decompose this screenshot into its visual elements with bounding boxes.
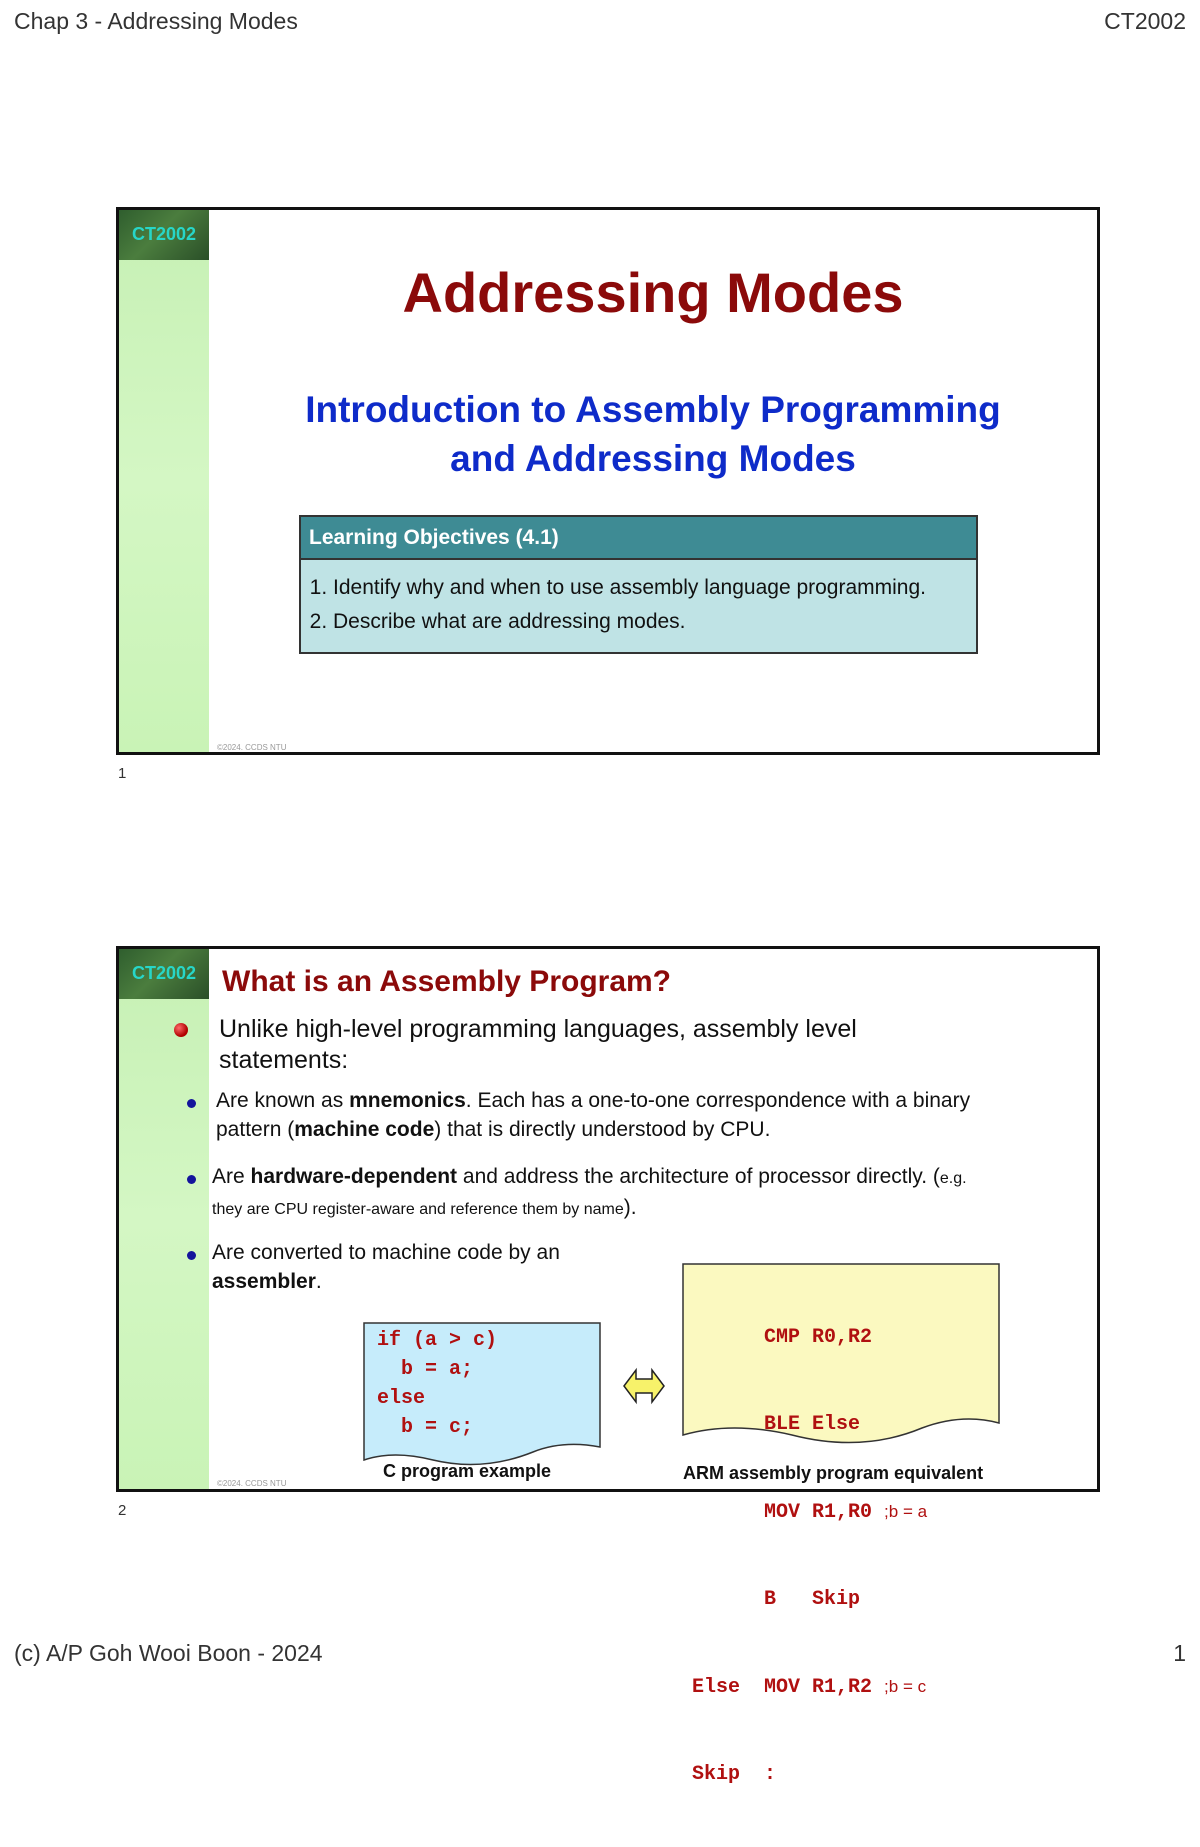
slide-side-stripe: [119, 949, 209, 1489]
asm-instr: B Skip: [764, 1588, 861, 1611]
asm-instr: :: [764, 1763, 777, 1786]
asm-instr: BLE Else: [764, 1413, 861, 1436]
asm-caption: ARM assembly program equivalent: [683, 1463, 984, 1483]
slide-subtitle: [209, 385, 1097, 483]
text-span: Are converted to machine code by an: [212, 1241, 560, 1264]
blue-bullet-icon: [187, 1175, 196, 1184]
learning-objectives-list: [301, 560, 976, 652]
page-header-right: CT2002: [1104, 8, 1186, 34]
page-footer-right: 1: [1173, 1640, 1186, 1666]
course-badge: CT2002: [119, 210, 209, 260]
text-span: ).: [623, 1196, 637, 1219]
asm-instr: MOV R1,R0: [764, 1501, 873, 1524]
blue-bullet-icon: [187, 1251, 196, 1260]
asm-label: Else: [692, 1676, 741, 1699]
slide-title: What is an Assembly Program?: [222, 965, 672, 998]
c-caption: C program example: [383, 1461, 552, 1481]
code-line: b = a;: [377, 1358, 474, 1381]
asm-comment: ;b = c: [884, 1677, 927, 1696]
slide-copyright: ©2024. CCDS NTU: [217, 743, 287, 752]
asm-line: [692, 1410, 927, 1439]
main-bullet-text: Unlike high-level programming languages, assembly level statements:: [219, 1015, 857, 1074]
small-text: e.g. they are CPU register-aware and reference them by name: [212, 1170, 967, 1218]
bold-term: hardware-dependent: [250, 1165, 458, 1188]
slide-number: 2: [118, 1502, 127, 1519]
learning-objectives-header: Learning Objectives (4.1): [301, 517, 976, 560]
sub-bullet-2: [212, 1162, 982, 1224]
asm-line: [692, 1323, 927, 1352]
slide-1: [116, 207, 1100, 755]
asm-line: [692, 1760, 927, 1789]
asm-comment: ;b = a: [884, 1502, 928, 1521]
asm-line: [692, 1672, 927, 1702]
asm-label: Skip: [692, 1763, 741, 1786]
code-line: if (a > c): [377, 1329, 498, 1352]
sub-bullet-1: [216, 1086, 986, 1144]
text-span: Are: [212, 1165, 251, 1188]
bold-term: assembler: [212, 1270, 316, 1293]
asm-instr: MOV R1,R2: [764, 1676, 873, 1699]
bold-term: mnemonics: [349, 1089, 466, 1112]
sub-bullet-3: [212, 1238, 632, 1296]
text-span: and address the architecture of processor directly. (: [457, 1165, 940, 1188]
red-bullet-icon: [174, 1023, 188, 1037]
slide-copyright: ©2024. CCDS NTU: [217, 1479, 287, 1488]
code-line: b = c;: [377, 1416, 474, 1439]
page-footer-left: (c) A/P Goh Wooi Boon - 2024: [14, 1640, 323, 1666]
asm-line: [692, 1585, 927, 1614]
slide-title: Addressing Modes: [402, 261, 904, 324]
bold-term: machine code: [294, 1118, 435, 1141]
asm-line: [692, 1497, 927, 1527]
objective-item: 2. Describe what are addressing modes.: [333, 608, 968, 636]
text-span: Are known as: [216, 1089, 350, 1112]
text-span: .: [315, 1270, 322, 1293]
objective-item: 1. Identify why and when to use assembly language programming.: [333, 574, 968, 602]
c-code: [377, 1326, 497, 1442]
course-badge: CT2002: [119, 949, 209, 999]
double-arrow-icon: [622, 1366, 666, 1406]
subtitle-line-1: Introduction to Assembly Programming: [305, 389, 1001, 430]
page-header-left: Chap 3 - Addressing Modes: [14, 8, 298, 34]
learning-objectives-box: [299, 515, 978, 654]
code-line: else: [377, 1387, 426, 1410]
asm-code: [692, 1265, 927, 1847]
blue-bullet-icon: [187, 1099, 196, 1108]
slide-number: 1: [118, 765, 127, 782]
text-span: . Each has a one-to-one correspondence with a binary pattern (: [216, 1089, 971, 1141]
asm-instr: CMP R0,R2: [764, 1326, 873, 1349]
slide-side-stripe: [119, 210, 209, 752]
subtitle-line-2: and Addressing Modes: [450, 438, 856, 479]
text-span: ) that is directly understood by CPU.: [434, 1118, 771, 1141]
